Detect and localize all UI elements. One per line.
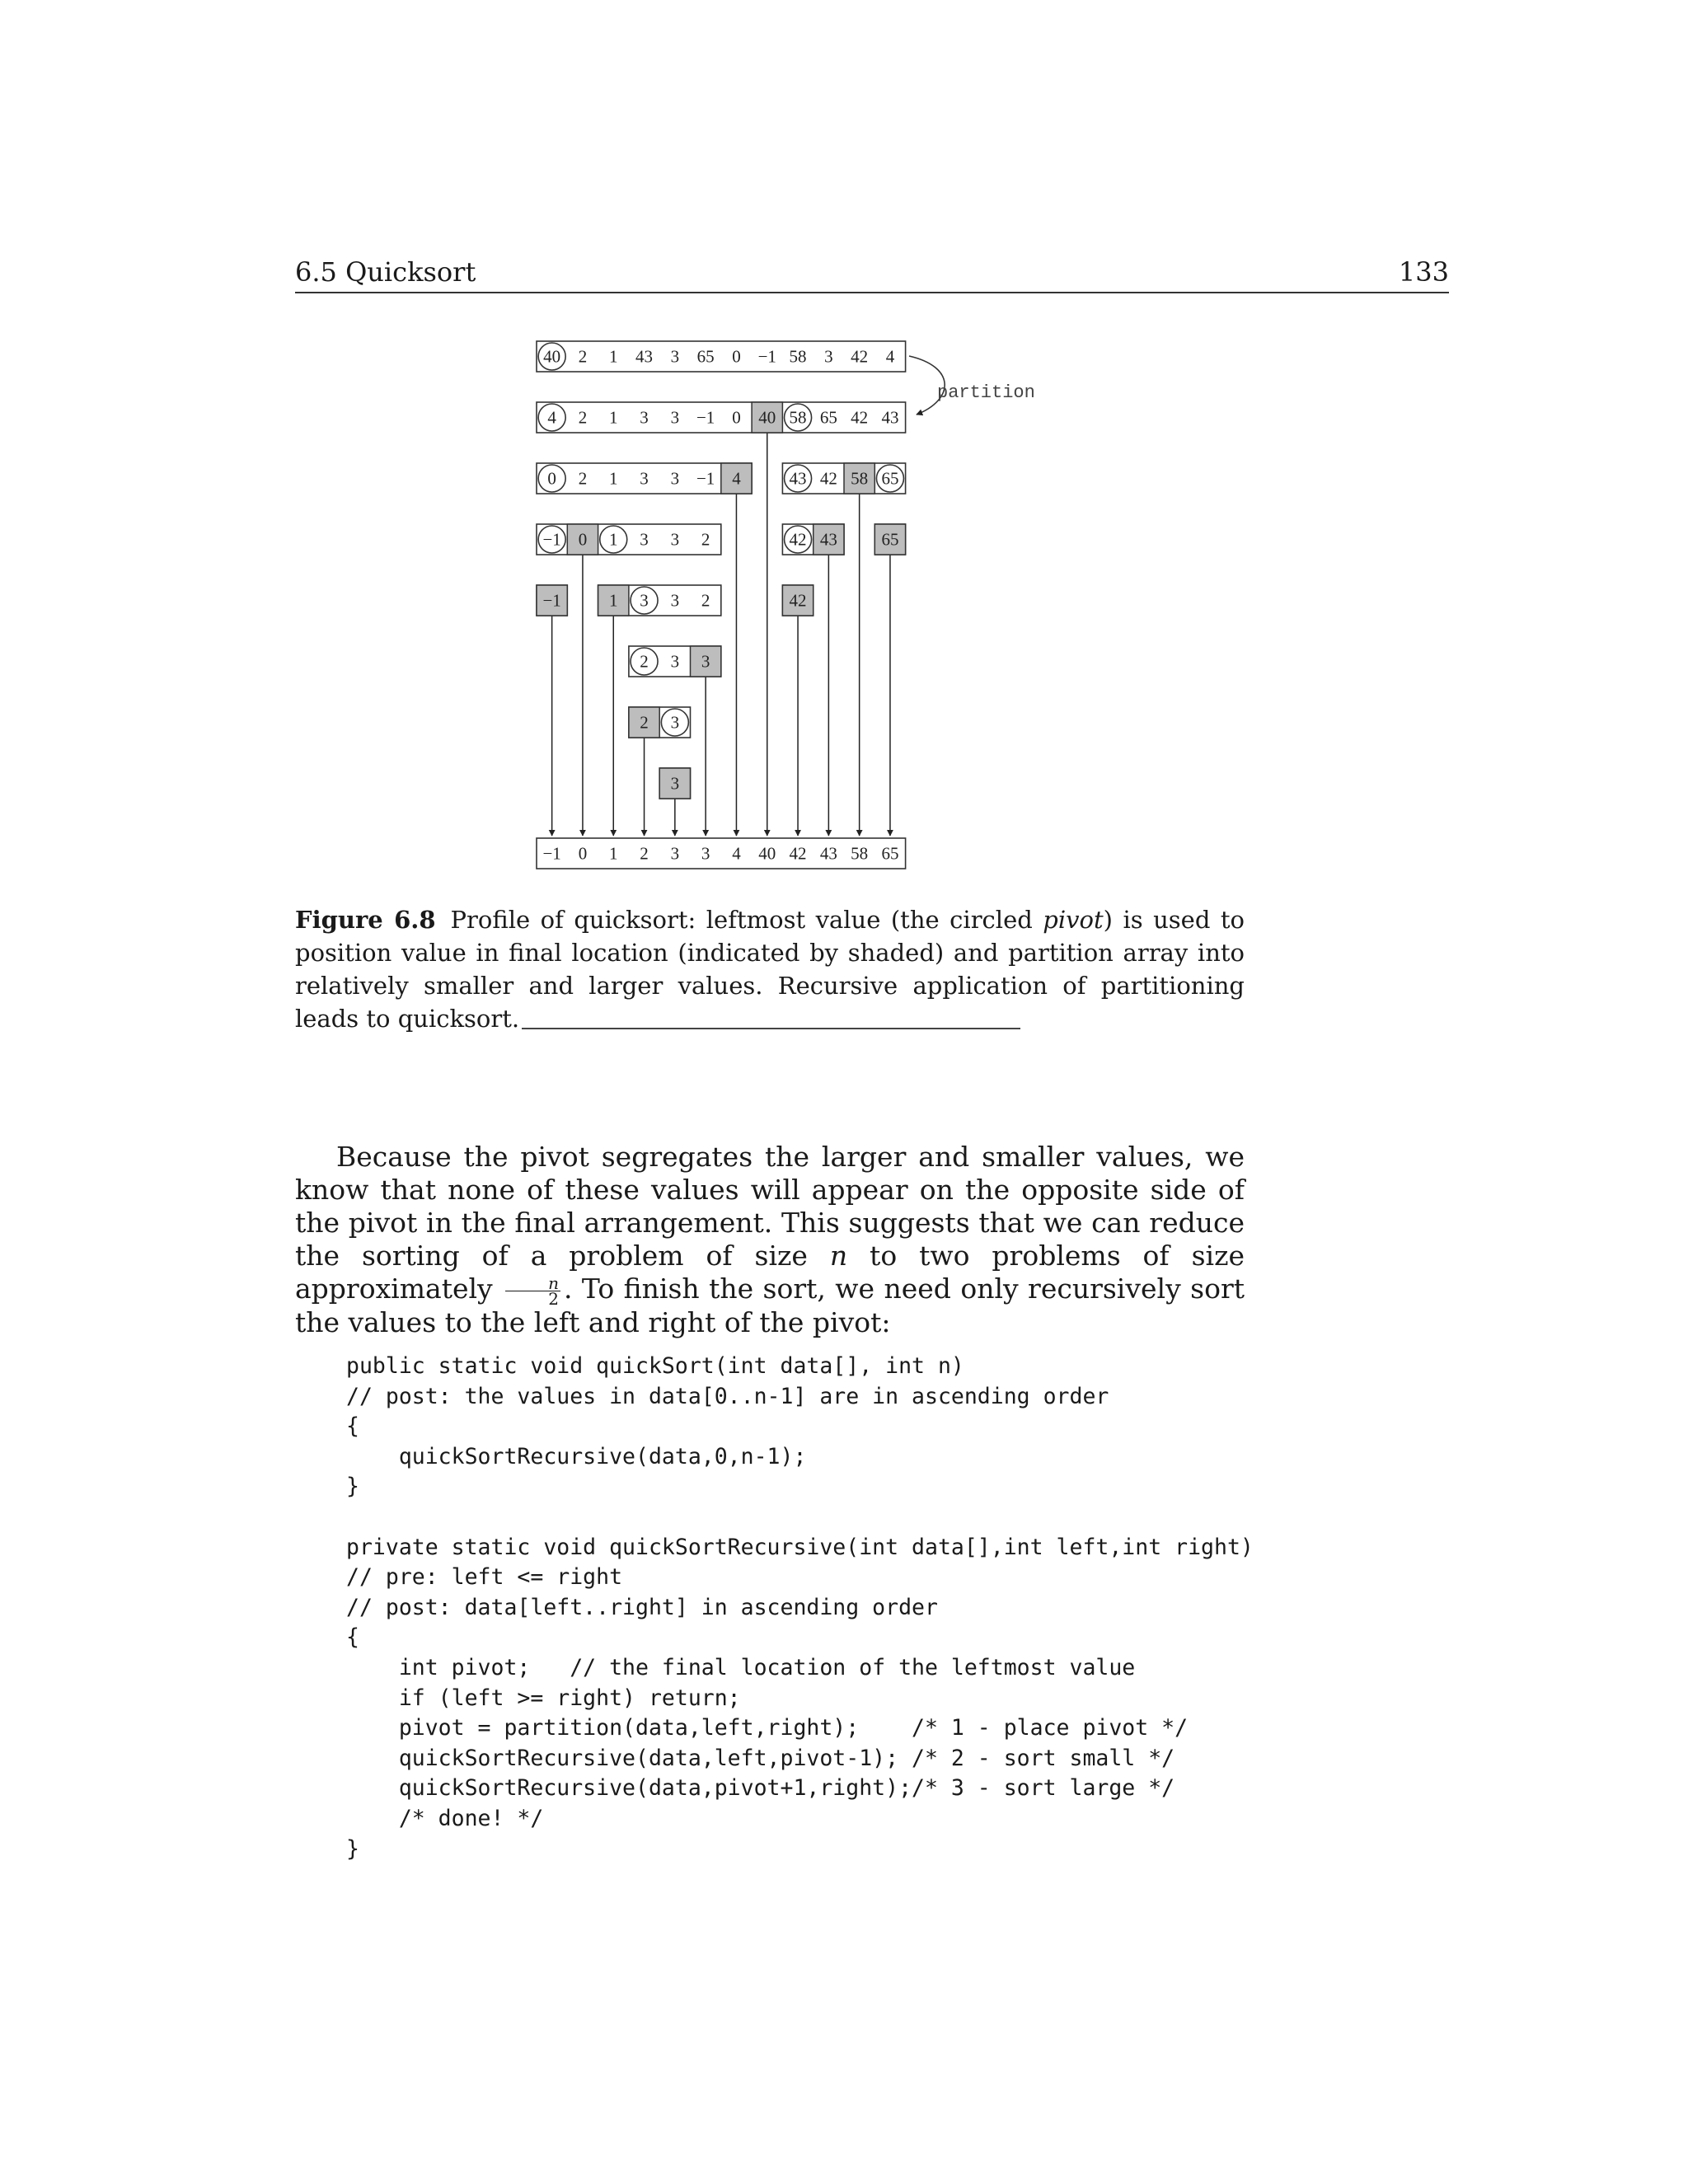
code-line: { [346,1413,359,1440]
caption-text-end: ) is used to position value in final location (indicated by shaded) and partition array into relatively smaller and larger values. Recursive application of partitioning leads to quicksort. [295,906,1245,1033]
fraction-n-over-2 [505,1272,560,1309]
code-line: /* done! */ [346,1805,544,1831]
array-cell: 65 [881,468,899,489]
code-line: private static void quickSortRecursive(int data[],int left,int right) [346,1534,1254,1560]
sorted-cell: 4 [732,843,741,864]
array-cell: 4 [732,468,741,489]
array-segment [537,524,721,555]
code-line: { [346,1624,359,1651]
array-cell: 3 [670,712,680,733]
quicksort-profile-figure [0,0,1688,898]
code-line: // pre: left <= right [346,1564,623,1591]
sorted-cell: 2 [640,843,649,864]
code-line: // post: data[left..right] in ascending order [346,1594,938,1620]
array-cell: 58 [789,407,807,428]
sorted-cell: 0 [578,843,588,864]
array-cell: −1 [696,407,715,428]
array-cell: 42 [819,468,837,489]
sorted-cell: 3 [670,843,680,864]
sorted-cell: 42 [789,843,807,864]
caption-emphasis: pivot [1043,906,1104,934]
array-cell: 3 [670,529,680,550]
array-cell: 3 [670,773,680,794]
caption-text-start: Profile of quicksort: leftmost value (the circled [450,906,1043,934]
code-line [346,1502,1254,1533]
array-cell: 2 [578,346,588,367]
array-cell: 58 [789,346,807,367]
code-line: quickSortRecursive(data,0,n-1); [346,1443,807,1469]
array-cell: 1 [609,590,618,611]
code-line: quickSortRecursive(data,left,pivot-1); /* 2 - sort small */ [346,1745,1175,1771]
array-cell: 2 [701,590,710,611]
array-cell: 43 [819,529,837,550]
array-cell: 3 [670,651,680,672]
array-cell: 42 [851,407,869,428]
array-cell: 0 [732,346,741,367]
array-cell: 4 [885,346,895,367]
array-cell: 65 [881,529,899,550]
array-cell: 42 [789,529,807,550]
sorted-cell: 40 [758,843,776,864]
page-number: 133 [1398,256,1449,288]
array-cell: 2 [640,651,649,672]
array-cell: 40 [758,407,776,428]
array-cell: 3 [670,346,680,367]
array-cell: 3 [701,651,710,672]
caption-divider [522,1028,1020,1029]
paragraph-text-2: to two problems of size approximately [295,1240,1245,1305]
sorted-cell: 65 [881,843,899,864]
array-cell: 43 [635,346,654,367]
code-line: quickSortRecursive(data,pivot+1,right);/* 3 - sort large */ [346,1775,1175,1802]
array-cell: −1 [542,590,561,611]
fraction-denominator: 2 [548,1288,559,1309]
code-line: public static void quickSort(int data[], int n) [346,1353,964,1379]
math-var-n: n [829,1240,848,1272]
array-cell: 4 [547,407,556,428]
fraction-numerator: n [505,1276,560,1291]
array-cell: 1 [609,346,618,367]
array-cell: 2 [701,529,710,550]
code-line: pivot = partition(data,left,right); /* 1 - place pivot */ [346,1715,1189,1741]
array-cell: 2 [578,468,588,489]
array-cell: 3 [640,468,649,489]
array-cell: 42 [789,590,807,611]
sorted-cell: 3 [701,843,710,864]
paragraph-text-1: Because the pivot segregates the larger and smaller values, we know that none of these values will appear on the opposite side of the pivot in the final arrangement. This suggests that we can reduce the sorting of a problem of size [295,1141,1245,1272]
figure-caption [295,903,1245,1035]
array-cell: 43 [789,468,807,489]
array-cell: 2 [578,407,588,428]
array-cell: 3 [670,468,680,489]
array-cell: −1 [696,468,715,489]
array-cell: −1 [757,346,776,367]
body-paragraph [295,1141,1245,1339]
sorted-cell: 43 [819,843,837,864]
array-cell: 1 [609,468,618,489]
array-cell: 3 [670,590,680,611]
array-cell: 3 [824,346,833,367]
sorted-cell: 58 [851,843,869,864]
array-cell: 1 [609,529,618,550]
array-cell: 43 [881,407,899,428]
array-cell: 1 [609,407,618,428]
sorted-cell: −1 [542,843,561,864]
section-title: 6.5 Quicksort [295,256,476,288]
code-listing [346,1352,1254,1864]
array-cell: 40 [543,346,561,367]
figure-label: Figure 6.8 [295,906,436,934]
array-cell: 65 [696,346,715,367]
array-cell: 3 [640,529,649,550]
code-line: int pivot; // the final location of the leftmost value [346,1654,1136,1680]
array-cell: 42 [851,346,869,367]
array-cell: 2 [640,712,649,733]
array-cell: −1 [542,529,561,550]
array-cell: 0 [732,407,741,428]
code-line: // post: the values in data[0..n-1] are in ascending order [346,1383,1109,1409]
paragraph-text-3: . To finish the sort, we need only recursively sort the values to the left and right of the pivot: [295,1272,1245,1338]
array-cell: 65 [819,407,837,428]
partition-label: partition [937,382,1035,403]
array-cell: 58 [851,468,869,489]
array-cell: 3 [640,590,649,611]
code-line: if (left >= right) return; [346,1685,741,1711]
array-cell: 3 [640,407,649,428]
array-cell: 3 [670,407,680,428]
array-cell: 0 [547,468,556,489]
code-line: } [346,1835,359,1862]
code-line: } [346,1474,359,1500]
sorted-cell: 1 [609,843,618,864]
array-cell: 0 [578,529,588,550]
